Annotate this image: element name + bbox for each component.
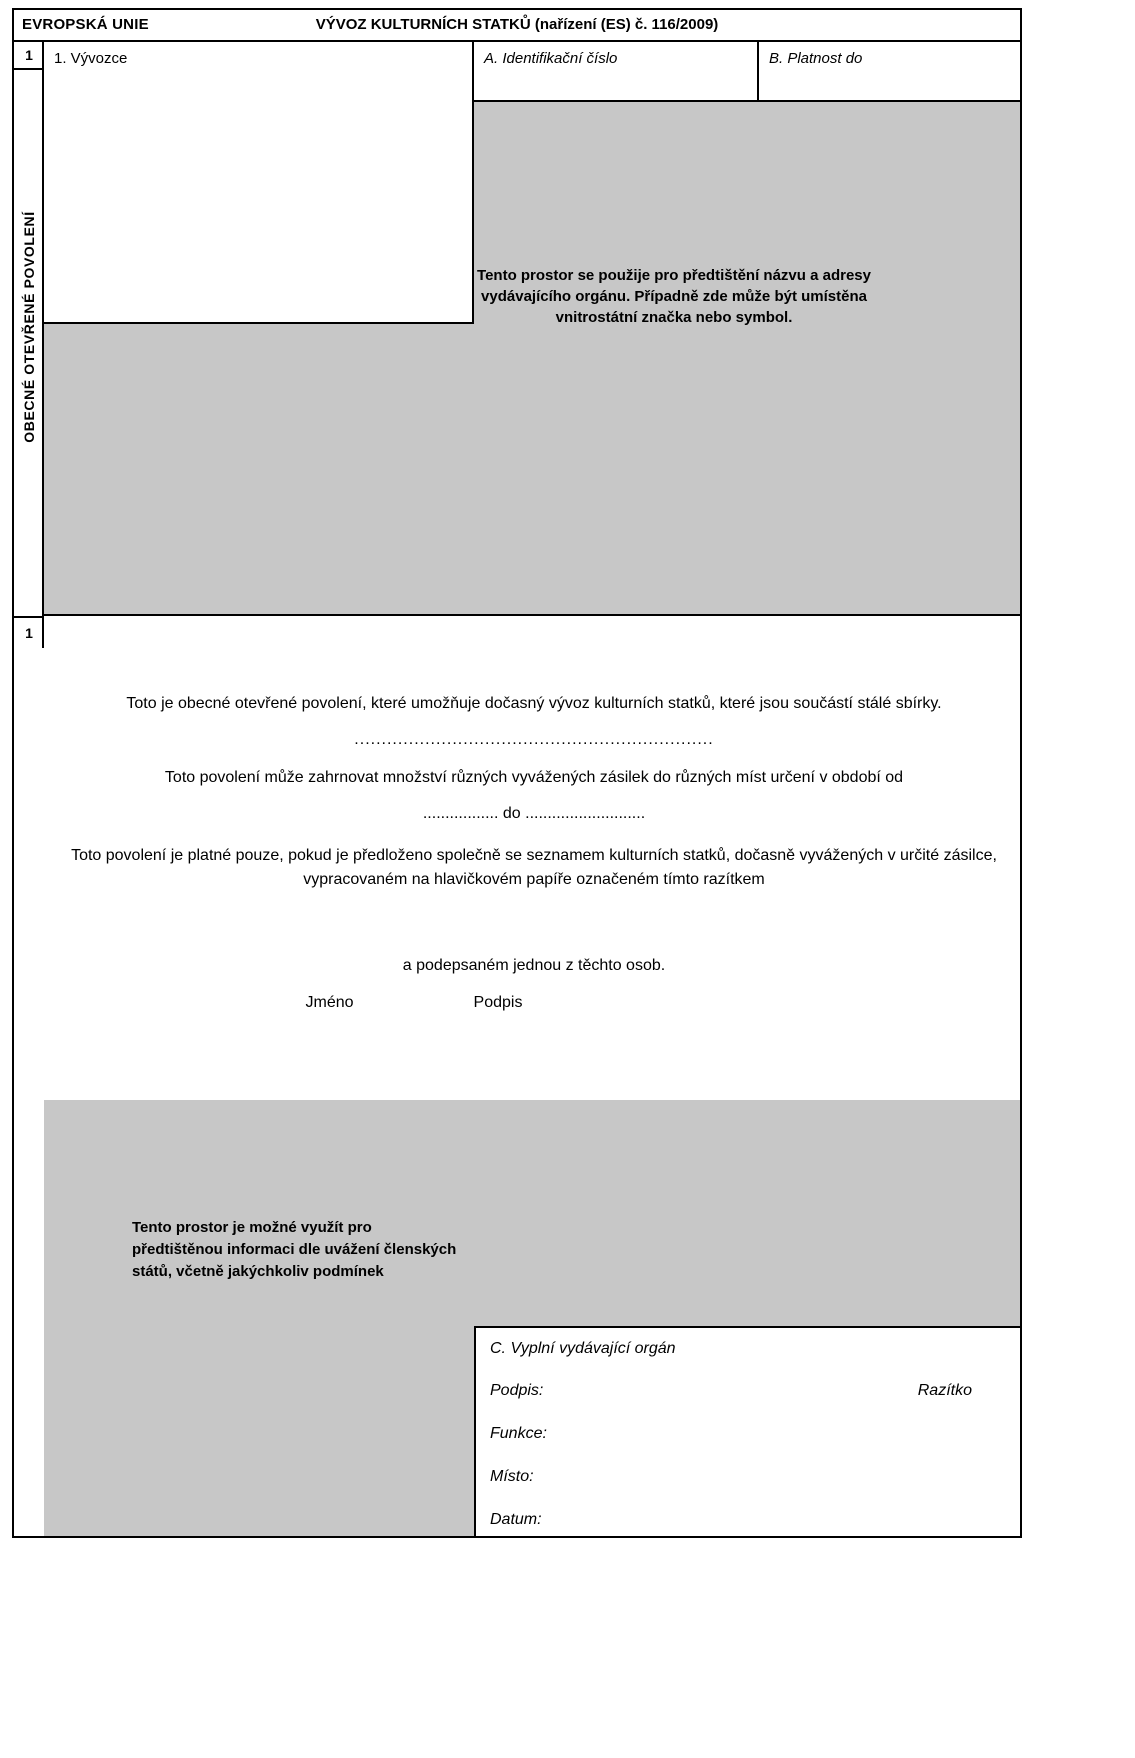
licence-paragraph-1: Toto je obecné otevřené povolení, které umožňuje dočasný vývoz kulturních statků, které jsou součástí stálé sbírky. bbox=[126, 695, 942, 712]
licence-dots-2: ................. do ........................... bbox=[422, 805, 646, 822]
licence-dots-1: .................................................................. bbox=[354, 731, 714, 748]
field-function-label: Funkce: bbox=[490, 1425, 547, 1442]
field-validity[interactable] bbox=[759, 42, 1020, 102]
licence-paragraph-3: Toto povolení je platné pouze, pokud je předloženo společně se seznamem kulturních statků, dočasně vyvážených v určité zásilce, vypracovaném na hlavičkovém papíře označeném tímto razítkem bbox=[71, 847, 997, 888]
signature-sign-label: Podpis bbox=[473, 994, 523, 1011]
field-exporter[interactable] bbox=[44, 42, 474, 324]
field-stamp-label: Razítko bbox=[917, 1382, 972, 1399]
field-validity-label: B. Platnost do bbox=[769, 50, 863, 67]
export-licence-form bbox=[12, 8, 1022, 1538]
signature-name-label: Jméno bbox=[305, 994, 354, 1011]
eu-label: EVROPSKÁ UNIE bbox=[22, 16, 149, 33]
left-rail bbox=[14, 42, 44, 648]
field-identification-number-label: A. Identifikační číslo bbox=[484, 50, 618, 67]
form-title: VÝVOZ KULTURNÍCH STATKŮ (nařízení (ES) č. 116/2009) bbox=[315, 16, 719, 33]
preprint-note-bottom: Tento prostor je možné využít pro předtištěnou informaci dle uvážení členských států, včetně jakýchkoliv podmínek bbox=[132, 1219, 457, 1280]
form-header bbox=[14, 10, 1020, 42]
rail-number-top: 1 bbox=[14, 42, 44, 70]
licence-paragraph-4: a podepsaném jednou z těchto osob. bbox=[402, 957, 666, 974]
licence-text-block bbox=[44, 616, 1020, 1100]
field-issuing-authority[interactable] bbox=[474, 1326, 1020, 1536]
licence-type-label: OBECNÉ OTEVŘENÉ POVOLENÍ bbox=[21, 211, 37, 443]
field-place-label: Místo: bbox=[490, 1468, 534, 1485]
field-identification-number[interactable] bbox=[474, 42, 759, 102]
field-signature-label: Podpis: bbox=[490, 1382, 544, 1399]
rail-number-bottom: 1 bbox=[14, 616, 44, 648]
field-exporter-label: 1. Vývozce bbox=[54, 50, 128, 67]
preprint-note-top: Tento prostor se použije pro předtištění názvu a adresy vydávajícího orgánu. Případně zde může být umístěna vnitrostátní značka nebo symbol. bbox=[477, 267, 871, 326]
preprint-area-top-strip bbox=[44, 324, 1020, 616]
licence-paragraph-2: Toto povolení může zahrnovat množství různých vyvážených zásilek do různých míst určení v období od bbox=[164, 769, 904, 786]
field-issuing-authority-title: C. Vyplní vydávající orgán bbox=[490, 1340, 676, 1357]
field-date-label: Datum: bbox=[490, 1511, 542, 1528]
signature-labels bbox=[64, 994, 764, 1012]
